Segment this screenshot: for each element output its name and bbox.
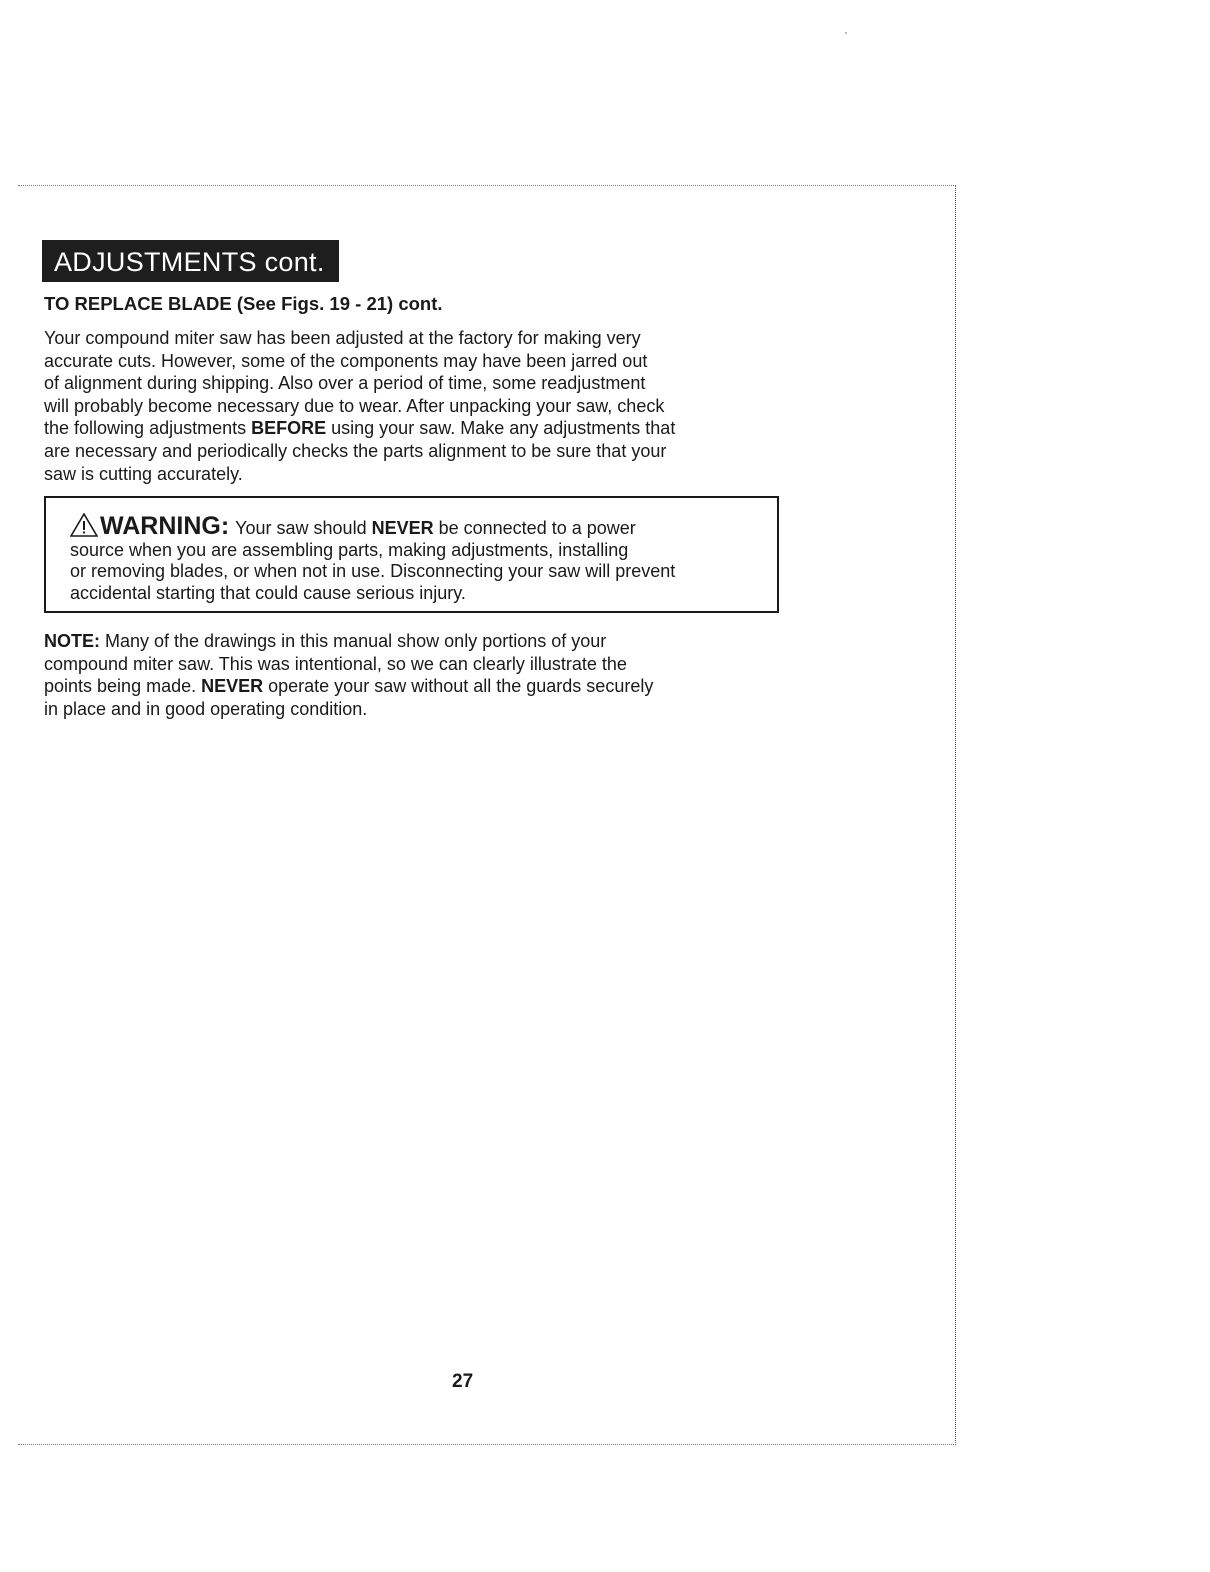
intro-paragraph (44, 327, 794, 485)
intro-text: using your saw. Make any adjustments that (326, 418, 676, 439)
warning-heading (70, 510, 229, 538)
section-title: ADJUSTMENTS cont. (54, 247, 325, 277)
warning-line: accidental starting that could cause serious injury. (70, 583, 466, 604)
intro-line: saw is cutting accurately. (44, 463, 243, 484)
warning-line: or removing blades, or when not in use. Disconnecting your saw will prevent (70, 561, 676, 582)
intro-line (44, 417, 794, 440)
scan-speck (845, 32, 847, 34)
intro-line: Your compound miter saw has been adjusted at the factory for making very (44, 328, 641, 348)
note-text: operate your saw without all the guards securely (263, 676, 654, 697)
note-text: Many of the drawings in this manual show only portions of your (100, 631, 607, 651)
note-line (44, 630, 784, 653)
note-paragraph (44, 630, 784, 720)
intro-text: the following adjustments (44, 418, 252, 439)
subheading: TO REPLACE BLADE (See Figs. 19 - 21) cont. (44, 293, 443, 314)
intro-line: will probably become necessary due to wear. After unpacking your saw, check (44, 395, 665, 416)
warning-triangle-icon (70, 513, 98, 537)
warning-text-part: Your saw should (235, 518, 372, 538)
warning-box (44, 496, 779, 613)
note-line (44, 675, 784, 698)
note-line: in place and in good operating condition. (44, 698, 368, 719)
warning-line: source when you are assembling parts, making adjustments, installing (70, 539, 629, 560)
intro-emphasis: BEFORE (251, 418, 327, 439)
page-number: 27 (452, 1371, 474, 1392)
note-text: points being made. (44, 676, 202, 697)
note-label: NOTE: (44, 631, 100, 651)
warning-emphasis: NEVER (371, 518, 434, 538)
intro-line: are necessary and periodically checks the parts alignment to be sure that your (44, 440, 667, 461)
note-line: compound miter saw. This was intentional, so we can clearly illustrate the (44, 653, 627, 674)
warning-line (70, 510, 767, 540)
warning-text (70, 510, 767, 605)
section-header (42, 240, 339, 282)
warning-label: WARNING: (100, 512, 230, 540)
intro-line: accurate cuts. However, some of the components may have been jarred out (44, 350, 648, 371)
warning-text-part: be connected to a power (433, 518, 636, 538)
note-emphasis: NEVER (201, 676, 264, 697)
intro-line: of alignment during shipping. Also over a period of time, some readjustment (44, 373, 646, 394)
